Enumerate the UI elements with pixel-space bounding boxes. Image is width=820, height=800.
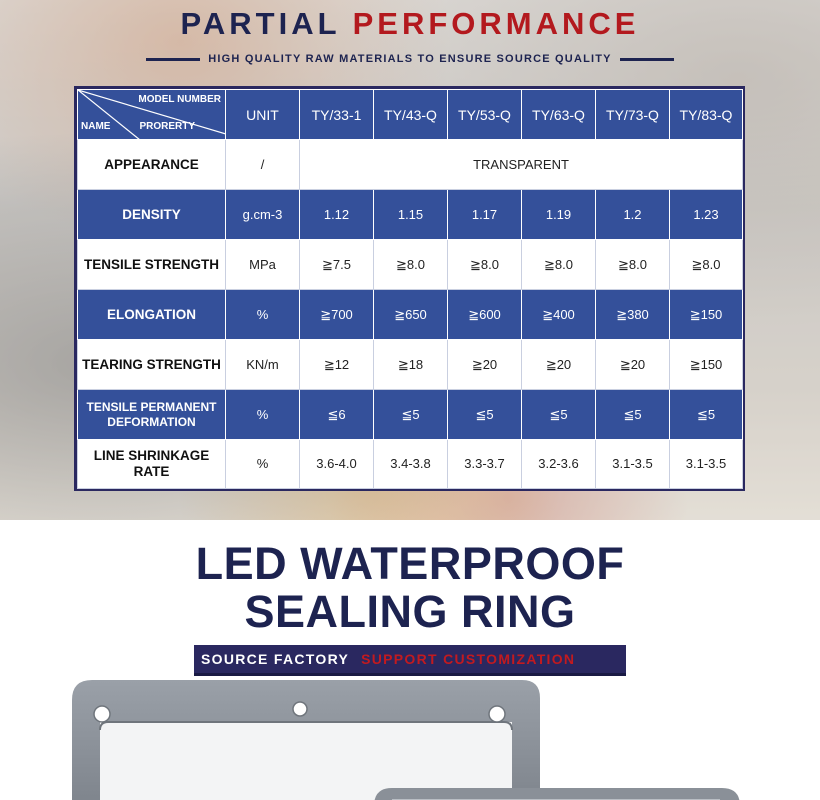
ring-mount-hole (94, 706, 110, 722)
title-word-partial: PARTIAL (180, 6, 340, 41)
ring-mount-hole (293, 702, 307, 716)
value-cell: ≧8.0 (374, 240, 448, 290)
subtitle-row (0, 51, 820, 67)
model-header: TY/53-Q (448, 90, 522, 140)
model-header: TY/33-1 (300, 90, 374, 140)
unit-header: UNIT (226, 90, 300, 140)
subtitle-divider-left (146, 58, 200, 61)
value-cell: 3.6-4.0 (300, 440, 374, 489)
value-cell: 1.15 (374, 190, 448, 240)
value-cell: 1.12 (300, 190, 374, 240)
model-header: TY/83-Q (670, 90, 743, 140)
corner-name-label: NAME (81, 121, 111, 132)
property-name-line1: LINE SHRINKAGE (93, 448, 210, 463)
corner-cell (78, 90, 226, 140)
table-header-row (78, 90, 743, 140)
value-cell: ≦5 (522, 390, 596, 440)
unit-cell: / (226, 140, 300, 190)
corner-property-label: PRORERTY (139, 121, 195, 132)
unit-cell: KN/m (226, 340, 300, 390)
section-title (0, 6, 820, 42)
table-row-appearance (78, 140, 743, 190)
value-cell: ≧150 (670, 290, 743, 340)
property-name: ELONGATION (78, 290, 226, 340)
property-name (78, 440, 226, 489)
product-title-line1: LED WATERPROOF (195, 538, 625, 589)
unit-cell: % (226, 440, 300, 489)
value-cell: 3.2-3.6 (522, 440, 596, 489)
value-cell: ≧8.0 (670, 240, 743, 290)
unit-cell: g.cm-3 (226, 190, 300, 240)
value-cell: 3.4-3.8 (374, 440, 448, 489)
table-row-tensile-permanent-deformation (78, 390, 743, 440)
property-name (78, 390, 226, 440)
table-row-line-shrinkage-rate (78, 440, 743, 489)
value-cell: ≧12 (300, 340, 374, 390)
value-cell: ≧18 (374, 340, 448, 390)
value-cell: ≧380 (596, 290, 670, 340)
value-cell: ≧8.0 (522, 240, 596, 290)
value-cell: ≧600 (448, 290, 522, 340)
value-cell: ≦6 (300, 390, 374, 440)
sealing-ring-front (374, 788, 740, 800)
value-cell: ≧20 (596, 340, 670, 390)
value-cell: 1.17 (448, 190, 522, 240)
value-cell: 3.1-3.5 (596, 440, 670, 489)
appearance-value: TRANSPARENT (300, 140, 743, 190)
unit-cell: % (226, 290, 300, 340)
product-title (0, 540, 820, 636)
value-cell: ≧150 (670, 340, 743, 390)
tag-support-customization: SUPPORT CUSTOMIZATION (361, 651, 576, 667)
value-cell: 1.2 (596, 190, 670, 240)
value-cell: 3.1-3.5 (670, 440, 743, 489)
property-name-line2: DEFORMATION (107, 414, 196, 429)
model-header: TY/63-Q (522, 90, 596, 140)
value-cell: ≧7.5 (300, 240, 374, 290)
table-row-tearing-strength (78, 340, 743, 390)
property-name: DENSITY (78, 190, 226, 240)
value-cell: ≧20 (522, 340, 596, 390)
value-cell: 1.19 (522, 190, 596, 240)
performance-table-frame (74, 86, 745, 491)
model-header: TY/73-Q (596, 90, 670, 140)
value-cell: ≦5 (448, 390, 522, 440)
value-cell: ≧20 (448, 340, 522, 390)
table-row-tensile-strength (78, 240, 743, 290)
unit-cell: % (226, 390, 300, 440)
property-name: APPEARANCE (78, 140, 226, 190)
table-row-density (78, 190, 743, 240)
value-cell: ≧650 (374, 290, 448, 340)
product-tagline (194, 645, 626, 676)
value-cell: 3.3-3.7 (448, 440, 522, 489)
subtitle-divider-right (620, 58, 674, 61)
value-cell: 1.23 (670, 190, 743, 240)
title-word-performance: PERFORMANCE (352, 6, 640, 41)
performance-table (77, 89, 743, 489)
tag-source-factory: SOURCE FACTORY (201, 651, 350, 667)
value-cell: ≧8.0 (596, 240, 670, 290)
property-name: TEARING STRENGTH (78, 340, 226, 390)
corner-model-number-label: MODEL NUMBER (138, 94, 221, 105)
unit-cell: MPa (226, 240, 300, 290)
product-title-line2: SEALING RING (244, 586, 576, 637)
value-cell: ≦5 (596, 390, 670, 440)
property-name-line1: TENSILE PERMANENT (86, 399, 217, 414)
value-cell: ≦5 (670, 390, 743, 440)
value-cell: ≧8.0 (448, 240, 522, 290)
property-name-line2: RATE (133, 464, 170, 479)
value-cell: ≧700 (300, 290, 374, 340)
value-cell: ≧400 (522, 290, 596, 340)
sealing-ring-image (0, 680, 820, 800)
model-header: TY/43-Q (374, 90, 448, 140)
table-row-elongation (78, 290, 743, 340)
ring-mount-hole (489, 706, 505, 722)
subtitle-text: HIGH QUALITY RAW MATERIALS TO ENSURE SOURCE QUALITY (208, 53, 612, 65)
product-section (0, 520, 820, 800)
property-name: TENSILE STRENGTH (78, 240, 226, 290)
value-cell: ≦5 (374, 390, 448, 440)
